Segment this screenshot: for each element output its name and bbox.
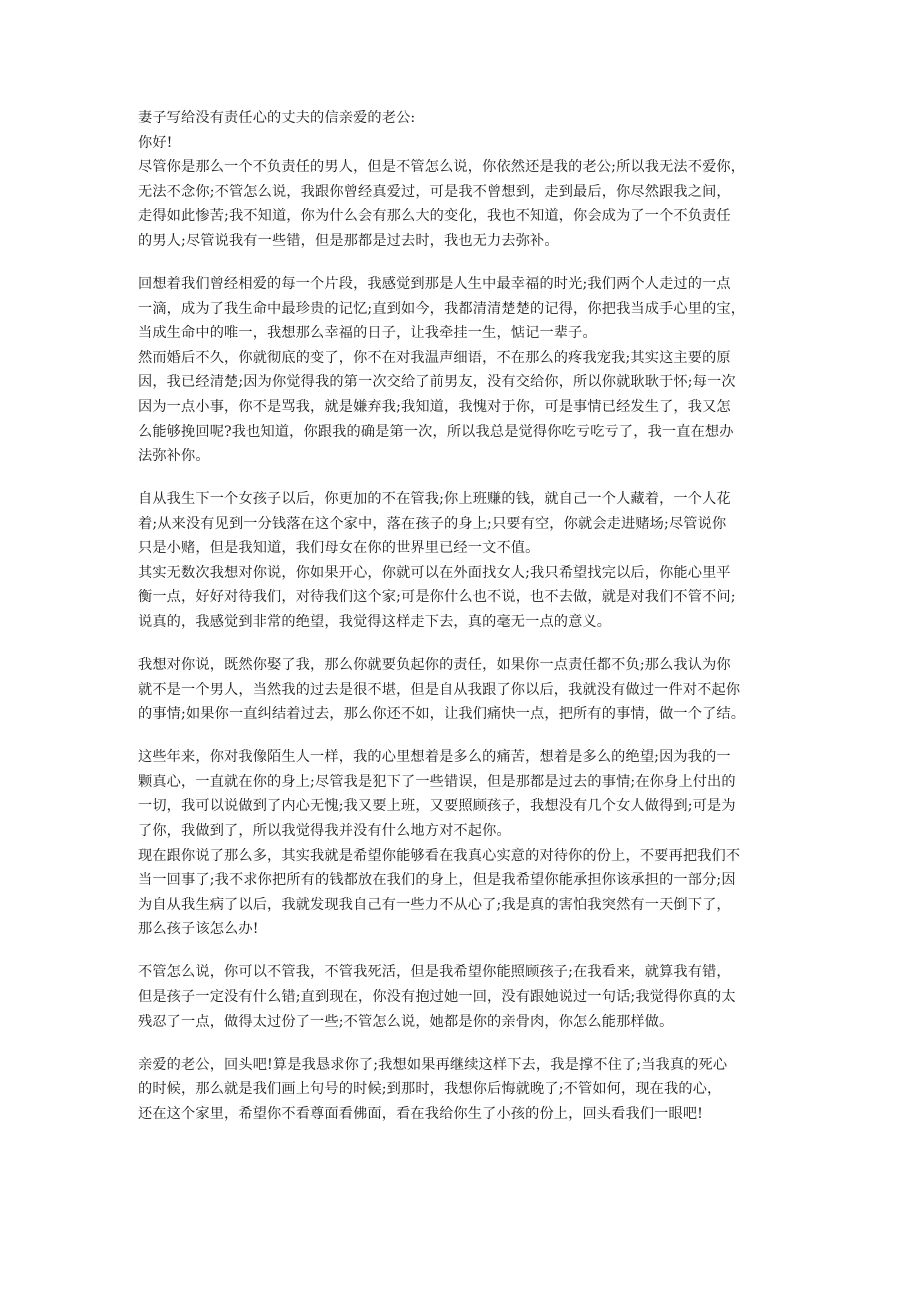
text-line: 法弥补你。: [138, 448, 210, 465]
text-line: 只是小赌，但是我知道，我们母女在你的世界里已经一文不值。: [138, 540, 540, 557]
paragraph-gap: [138, 635, 798, 653]
paragraph: [138, 106, 798, 131]
paragraph: [138, 272, 798, 346]
paragraph-gap: [138, 942, 798, 960]
paragraph: [138, 155, 798, 253]
paragraph-gap: [138, 254, 798, 272]
text-line: 的时候，那么就是我们画上句号的时候;到那时，我想你后悔就晚了;不管如何，现在我的心，: [138, 1081, 722, 1098]
paragraph: [138, 131, 798, 156]
text-line: 么能够挽回呢?我也知道，你跟我的确是第一次，所以我总是觉得你吃亏吃亏了，我一直在想办: [138, 423, 734, 440]
text-line: 尽管你是那么一个不负责任的男人，但是不管怎么说，你依然还是我的老公;所以我无法不爱你，: [138, 159, 746, 176]
text-line: 一滴，成为了我生命中最珍贵的记忆;直到如今，我都清清楚楚的记得，你把我当成手心里的宝，: [138, 300, 746, 317]
text-line: 当一回事了;我不求你把所有的钱都放在我们的身上，但是我希望你能承担你该承担的一部分;因: [138, 872, 736, 889]
paragraph: [138, 561, 798, 635]
paragraph: [138, 745, 798, 843]
text-line: 走得如此惨苦;我不知道，你为什么会有那么大的变化，我也不知道，你会成为了一个不负责任: [138, 208, 731, 225]
text-line: 亲爱的老公，回头吧!算是我恳求你了;我想如果再继续这样下去，我是撑不住了;当我真的死心: [138, 1056, 728, 1073]
text-line: 还在这个家里，希望你不看尊面看佛面，看在我给你生了小孩的份上，回头看我们一眼吧!: [138, 1105, 704, 1122]
paragraph: [138, 844, 798, 942]
letter-body: [138, 106, 798, 1126]
text-line: 现在跟你说了那么多，其实我就是希望你能够看在我真心实意的对待你的份上，不要再把我们不: [138, 847, 741, 864]
paragraph-gap: [138, 1034, 798, 1052]
text-line: 的男人;尽管说我有一些错，但是那都是过去时，我也无力去弥补。: [138, 232, 559, 249]
text-line: 残忍了一点，做得太过份了一些;不管怎么说，她都是你的亲骨肉，你怎么能那样做。: [138, 1013, 674, 1030]
text-line: 无法不念你;不管怎么说，我跟你曾经真爱过，可是我不曾想到，走到最后，你尽然跟我之间，: [138, 183, 731, 200]
text-line: 你好!: [138, 134, 173, 151]
text-line: 那么孩子该怎么办!: [138, 921, 259, 938]
text-line: 一切，我可以说做到了内心无愧;我又要上班，又要照顾孩子，我想没有几个女人做得到;可是为: [138, 798, 736, 815]
text-line: 不管怎么说，你可以不管我，不管我死活，但是我希望你能照顾孩子;在我看来，就算我有错，: [138, 964, 731, 981]
text-line: 的事情;如果你一直纠结着过去，那么你还不如，让我们痛快一点，把所有的事情，做一个了结。: [138, 706, 746, 723]
text-line: 颗真心，一直就在你的身上;尽管我是犯下了一些错误，但是那都是过去的事情;在你身上付出的: [138, 773, 736, 790]
text-line: 衡一点，好好对待我们，对待我们这个家;可是你什么也不说，也不去做，就是对我们不管不问;: [138, 589, 736, 606]
paragraph: [138, 487, 798, 561]
text-line: 我想对你说，既然你娶了我，那么你就要负起你的责任，如果你一点责任都不负;那么我认为你: [138, 657, 731, 674]
text-line: 因为一点小事，你不是骂我，就是嫌弃我;我知道，我愧对于你，可是事情已经发生了，我又怎: [138, 398, 731, 415]
text-line: 就不是一个男人，当然我的过去是很不堪，但是自从我跟了你以后，我就没有做过一件对不起你: [138, 681, 741, 698]
paragraph: [138, 1053, 798, 1127]
text-line: 这些年来，你对我像陌生人一样，我的心里想着是多么的痛苦，想着是多么的绝望;因为我的一: [138, 749, 731, 766]
paragraph-gap: [138, 727, 798, 745]
paragraph: [138, 653, 798, 727]
text-line: 其实无数次我想对你说，你如果开心，你就可以在外面找女人;我只希望找完以后，你能心里平: [138, 564, 731, 581]
text-line: 着;从来没有见到一分钱落在这个家中，落在孩子的身上;只要有空，你就会走进赌场;尽管说你: [138, 515, 727, 532]
paragraph: [138, 346, 798, 469]
text-line: 说真的，我感觉到非常的绝望，我觉得这样走下去，真的毫无一点的意义。: [138, 614, 612, 631]
text-line: 然而婚后不久，你就彻底的变了，你不在对我温声细语，不在那么的疼我宠我;其实这主要的原: [138, 349, 731, 366]
text-line: 了你，我做到了，所以我觉得我并没有什么地方对不起你。: [138, 823, 511, 839]
paragraph: [138, 960, 798, 1034]
paragraph-gap: [138, 469, 798, 487]
text-line: 妻子写给没有责任心的丈夫的信亲爱的老公:: [138, 110, 416, 126]
text-line: 但是孩子一定没有什么错;直到现在，你没有抱过她一回，没有跟她说过一句话;我觉得你真的太: [138, 988, 736, 1005]
text-line: 因，我已经清楚;因为你觉得我的第一次交给了前男友，没有交给你，所以你就耿耿于怀;每一次: [138, 374, 736, 391]
text-line: 当成生命中的唯一，我想那么幸福的日子，让我牵挂一生，惦记一辈子。: [138, 325, 597, 342]
text-line: 自从我生下一个女孩子以后，你更加的不在管我;你上班赚的钱，就自己一个人藏着，一个人花: [138, 491, 731, 508]
text-line: 回想着我们曾经相爱的每一个片段，我感觉到那是人生中最幸福的时光;我们两个人走过的一点: [138, 275, 731, 292]
text-line: 为自从我生病了以后，我就发现我自己有一些力不从心了;我是真的害怕我突然有一天倒下了，: [138, 896, 731, 913]
